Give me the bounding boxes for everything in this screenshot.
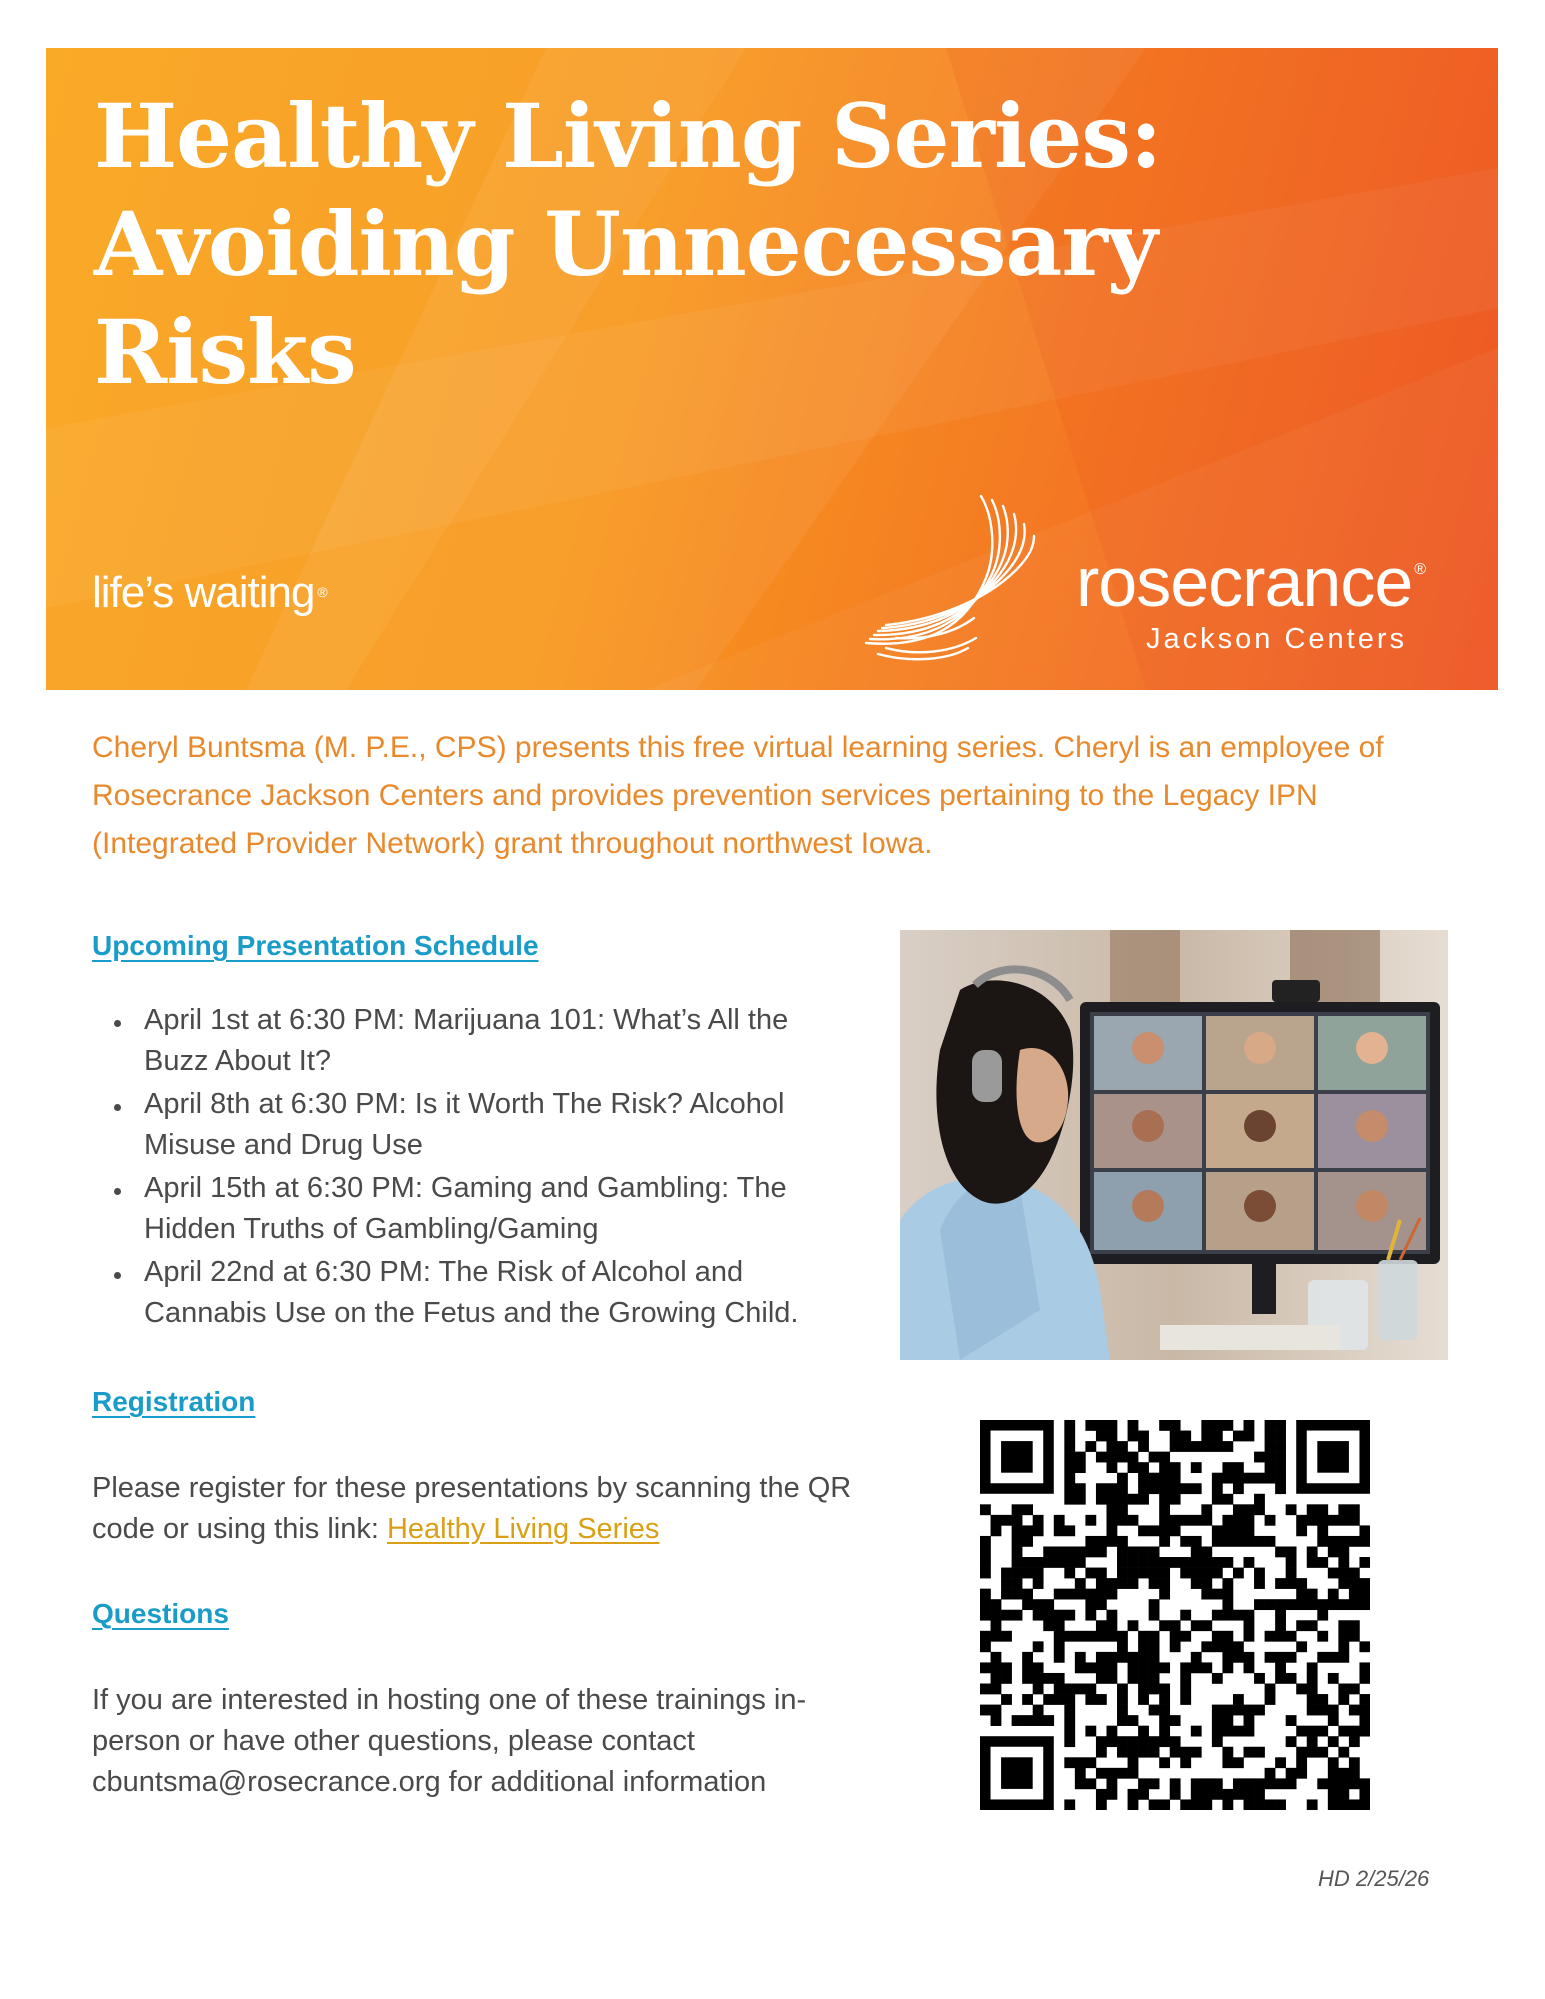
- registered-mark: ®: [317, 584, 327, 600]
- document-code: HD 2/25/26: [1318, 1866, 1430, 1891]
- intro-paragraph: Cheryl Buntsma (M. P.E., CPS) presents this free virtual learning series. Cheryl is an employee of Rosecrance Jackson Centers and provides prevention services pertaining to the Legacy IPN (Integrated Provider Network) grant throughout northwest Iowa.: [92, 731, 1384, 860]
- title-line: Risks: [94, 300, 356, 404]
- registration-text: [92, 1468, 872, 1550]
- logo-subtitle: Jackson Centers: [1146, 623, 1407, 655]
- logo-registered-mark: ®: [1414, 561, 1426, 578]
- schedule-list: [92, 1000, 852, 1336]
- title-line: Avoiding Unnecessary: [94, 192, 1157, 296]
- video-call-photo: [900, 930, 1448, 1360]
- tagline-text: life’s waiting: [92, 568, 315, 617]
- tagline: [92, 568, 327, 618]
- logo-wordmark: [1076, 535, 1426, 621]
- schedule-heading: Upcoming Presentation Schedule: [92, 930, 539, 961]
- schedule-item: April 8th at 6:30 PM: Is it Worth The Risk? Alcohol Misuse and Drug Use: [92, 1084, 852, 1166]
- video-call-image: [900, 930, 1448, 1360]
- header-banner: [46, 48, 1498, 690]
- registration-qr-code[interactable]: [980, 1420, 1370, 1810]
- questions-text: If you are interested in hosting one of these trainings in-person or have other questions, please contact cbuntsma@rosecrance.org for additional information: [92, 1684, 807, 1798]
- logo-name: rosecrance: [1076, 543, 1413, 621]
- registration-heading: Registration: [92, 1386, 256, 1417]
- schedule-item: April 1st at 6:30 PM: Marijuana 101: What’s All the Buzz About It?: [92, 1000, 852, 1082]
- registration-body: Please register for these presentations by scanning the QR code or using this link:: [92, 1472, 852, 1545]
- healthy-living-series-link[interactable]: Healthy Living Series: [386, 1513, 660, 1545]
- page-title: [94, 82, 1394, 406]
- questions-heading: Questions: [92, 1598, 229, 1629]
- schedule-item: April 15th at 6:30 PM: Gaming and Gambling: The Hidden Truths of Gambling/Gaming: [92, 1168, 852, 1250]
- rosecrance-wing-icon: [856, 488, 1056, 668]
- title-line: Healthy Living Series:: [94, 84, 1162, 188]
- schedule-item: April 22nd at 6:30 PM: The Risk of Alcohol and Cannabis Use on the Fetus and the Growing Child.: [92, 1252, 852, 1334]
